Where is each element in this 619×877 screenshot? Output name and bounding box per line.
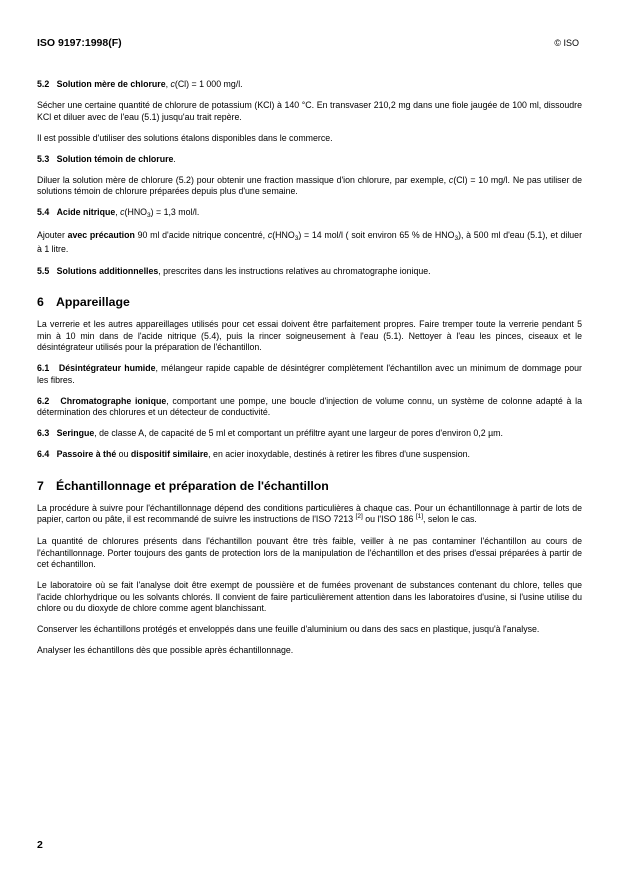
formula-symbol: c: [170, 79, 175, 89]
subscript: 3: [147, 212, 151, 219]
text-run: La procédure à suivre pour l'échantillonnage dépend des conditions particulières à chaque cas. Pour un échantillonnage à partir de lots de papier, carton ou pâte, il est recommandé de suivre les instructions de l'ISO 7213: [37, 502, 582, 524]
text-run: 90 ml d'acide nitrique concentré,: [137, 230, 266, 240]
subscript: 3: [454, 235, 459, 242]
text-run: Ajouter: [37, 230, 65, 240]
text-run: ), à 500 ml d'eau (5.1), et diluer à 1 litre.: [37, 230, 583, 254]
section-6-intro: La verrerie et les autres appareillages utilisés pour cet essai doivent être parfaitement propres. Faire tremper toute la verrerie pendant 5 min à 10 min dans de l'acide nitrique (5.4), puis la rincer soigneusement à l'eau (5.1). Nettoyer à l'eau les pinces, ciseaux et le désintégrateur utilisés pour la préparation de l'échantillon.: [37, 319, 582, 352]
page-body: [37, 79, 582, 666]
section-7-paragraph-2: La quantité de chlorures présents dans l'échantillon pouvant être très faible, veiller à ne pas contaminer l'échantillon au cours de l'échantillonnage. Porter toujours des gants de protection lors de la manipulation de l'échantillon et des prises d'essai préparées à partir de cet échantillon.: [37, 536, 582, 569]
clause-6-2: [37, 396, 582, 419]
clause-5-3-paragraph: [37, 175, 582, 198]
clause-number: 6.4: [37, 449, 50, 459]
clause-title: Acide nitrique: [56, 207, 116, 217]
emphasis: avec précaution: [67, 230, 135, 240]
text-run: (Cl) = 10 mg/l. Ne pas utiliser de solutions témoin de chlorure préparées depuis plus d'une semaine.: [37, 174, 582, 196]
text-run: , mélangeur rapide capable de désintégrer complètement l'échantillon avec un minimum de dommage pour les fibres.: [37, 363, 582, 385]
clause-number: 5.4: [37, 207, 50, 217]
clause-5-4-paragraph: [37, 229, 582, 256]
clause-5-2-paragraph: Sécher une certaine quantité de chlorure de potassium (KCl) à 140 °C. En transvaser 210,2 mg dans une fiole jaugée de 100 ml, dissoudre KCl et diluer avec de l'eau (5.1) jusqu'au trait repère.: [37, 100, 582, 122]
section-title: Échantillonnage et préparation de l'échantillon: [56, 478, 329, 493]
clause-number: 5.5: [37, 265, 50, 276]
formula-symbol: c: [448, 174, 454, 185]
clause-title: Désintégrateur humide: [58, 363, 156, 373]
clause-title: Solution mère de chlorure: [56, 79, 166, 89]
section-number: 6: [37, 295, 44, 309]
clause-title: Solutions additionnelles: [56, 265, 159, 276]
reference-marker: [1]: [415, 513, 424, 520]
clause-number: 6.2: [37, 395, 50, 406]
section-7-paragraph-5: Analyser les échantillons dès que possible après échantillonnage.: [37, 645, 294, 655]
clause-6-4: [37, 449, 582, 461]
clause-title: Seringue: [56, 428, 95, 438]
clause-title: Solution témoin de chlorure: [56, 153, 174, 164]
page-number: 2: [37, 839, 43, 851]
clause-5-5-paragraph: [37, 266, 582, 278]
text-run: ) = 1,3 mol/l.: [150, 207, 200, 217]
text-run: (HNO: [124, 207, 148, 217]
clause-5-2-heading: 5.2 Solution mère de chlorure, c(Cl) = 1 000 mg/l.: [37, 79, 243, 89]
section-title: Appareillage: [56, 295, 130, 309]
clause-5-2-note: Il est possible d'utiliser des solutions étalons disponibles dans le commerce.: [37, 132, 333, 143]
clause-number: 6.1: [37, 363, 50, 373]
clause-6-1: [37, 363, 582, 386]
formula-symbol: c: [120, 207, 125, 217]
clause-number: 6.3: [37, 428, 50, 438]
section-6-heading: [37, 295, 582, 309]
text-run: , selon le cas.: [423, 514, 477, 524]
formula-value: (Cl) = 1 000 mg/l.: [174, 79, 243, 89]
text-run: , prescrites dans les instructions relatives au chromatographe ionique.: [158, 265, 431, 276]
clause-number: 5.3: [37, 153, 50, 164]
copyright-notice: © ISO: [554, 38, 579, 48]
text-run: ou: [116, 449, 131, 459]
text-run: ) = 14 mol/l ( soit environ 65 % de HNO: [298, 230, 455, 240]
text-run: , comportant une pompe, une boucle d'injection de volume connu, un système de colonne adapté à la détermination des chlorures et un détecteur de conductivité.: [37, 395, 582, 417]
standard-reference: ISO 9197:1998(F): [37, 37, 122, 49]
formula-symbol: c: [267, 230, 273, 240]
clause-title: dispositif similaire: [130, 449, 209, 459]
subscript: 3: [294, 235, 299, 242]
text-run: ou l'ISO 186: [362, 514, 416, 524]
section-7-paragraph-1: [37, 503, 582, 527]
text-run: Diluer la solution mère de chlorure (5.2) pour obtenir une fraction massique d'ion chlorure, par exemple,: [37, 174, 447, 185]
section-7-paragraph-4: Conserver les échantillons protégés et enveloppés dans une feuille d'aluminium ou dans des sacs en plastique, jusqu'à l'analyse.: [37, 624, 540, 634]
clause-title: Chromatographe ionique: [60, 395, 167, 406]
text-run: (HNO: [272, 230, 295, 240]
clause-6-3: [37, 428, 582, 440]
section-number: 7: [37, 478, 44, 493]
clause-5-4-heading: 5.4 Acide nitrique, $c(HNO_3) = 1,3$ mol/l.: [37, 207, 200, 219]
text-run: , de classe A, de capacité de 5 ml et comportant un préfiltre ayant une largeur de pores d'environ 0,2 µm.: [94, 428, 503, 438]
text-run: , en acier inoxydable, destinés à retirer les fibres d'une suspension.: [208, 449, 470, 459]
clause-title: Passoire à thé: [56, 449, 117, 459]
section-7-paragraph-3: Le laboratoire où se fait l'analyse doit être exempt de poussière et de fumées provenant de substances contenant du chlore, telles que l'acide chlorhydrique ou les solvants chlorés. Il convient de faire particulièrement attention dans les laboratoires d'usine, si l'usine utilise du chlore ou du dioxyde de chlore comme agent blanchissant.: [37, 580, 582, 613]
clause-number: 5.2: [37, 79, 50, 89]
clause-5-3-heading: 5.3 Solution témoin de chlorure.: [37, 153, 176, 164]
reference-marker: [2]: [355, 513, 363, 520]
section-7-heading: [37, 479, 582, 493]
